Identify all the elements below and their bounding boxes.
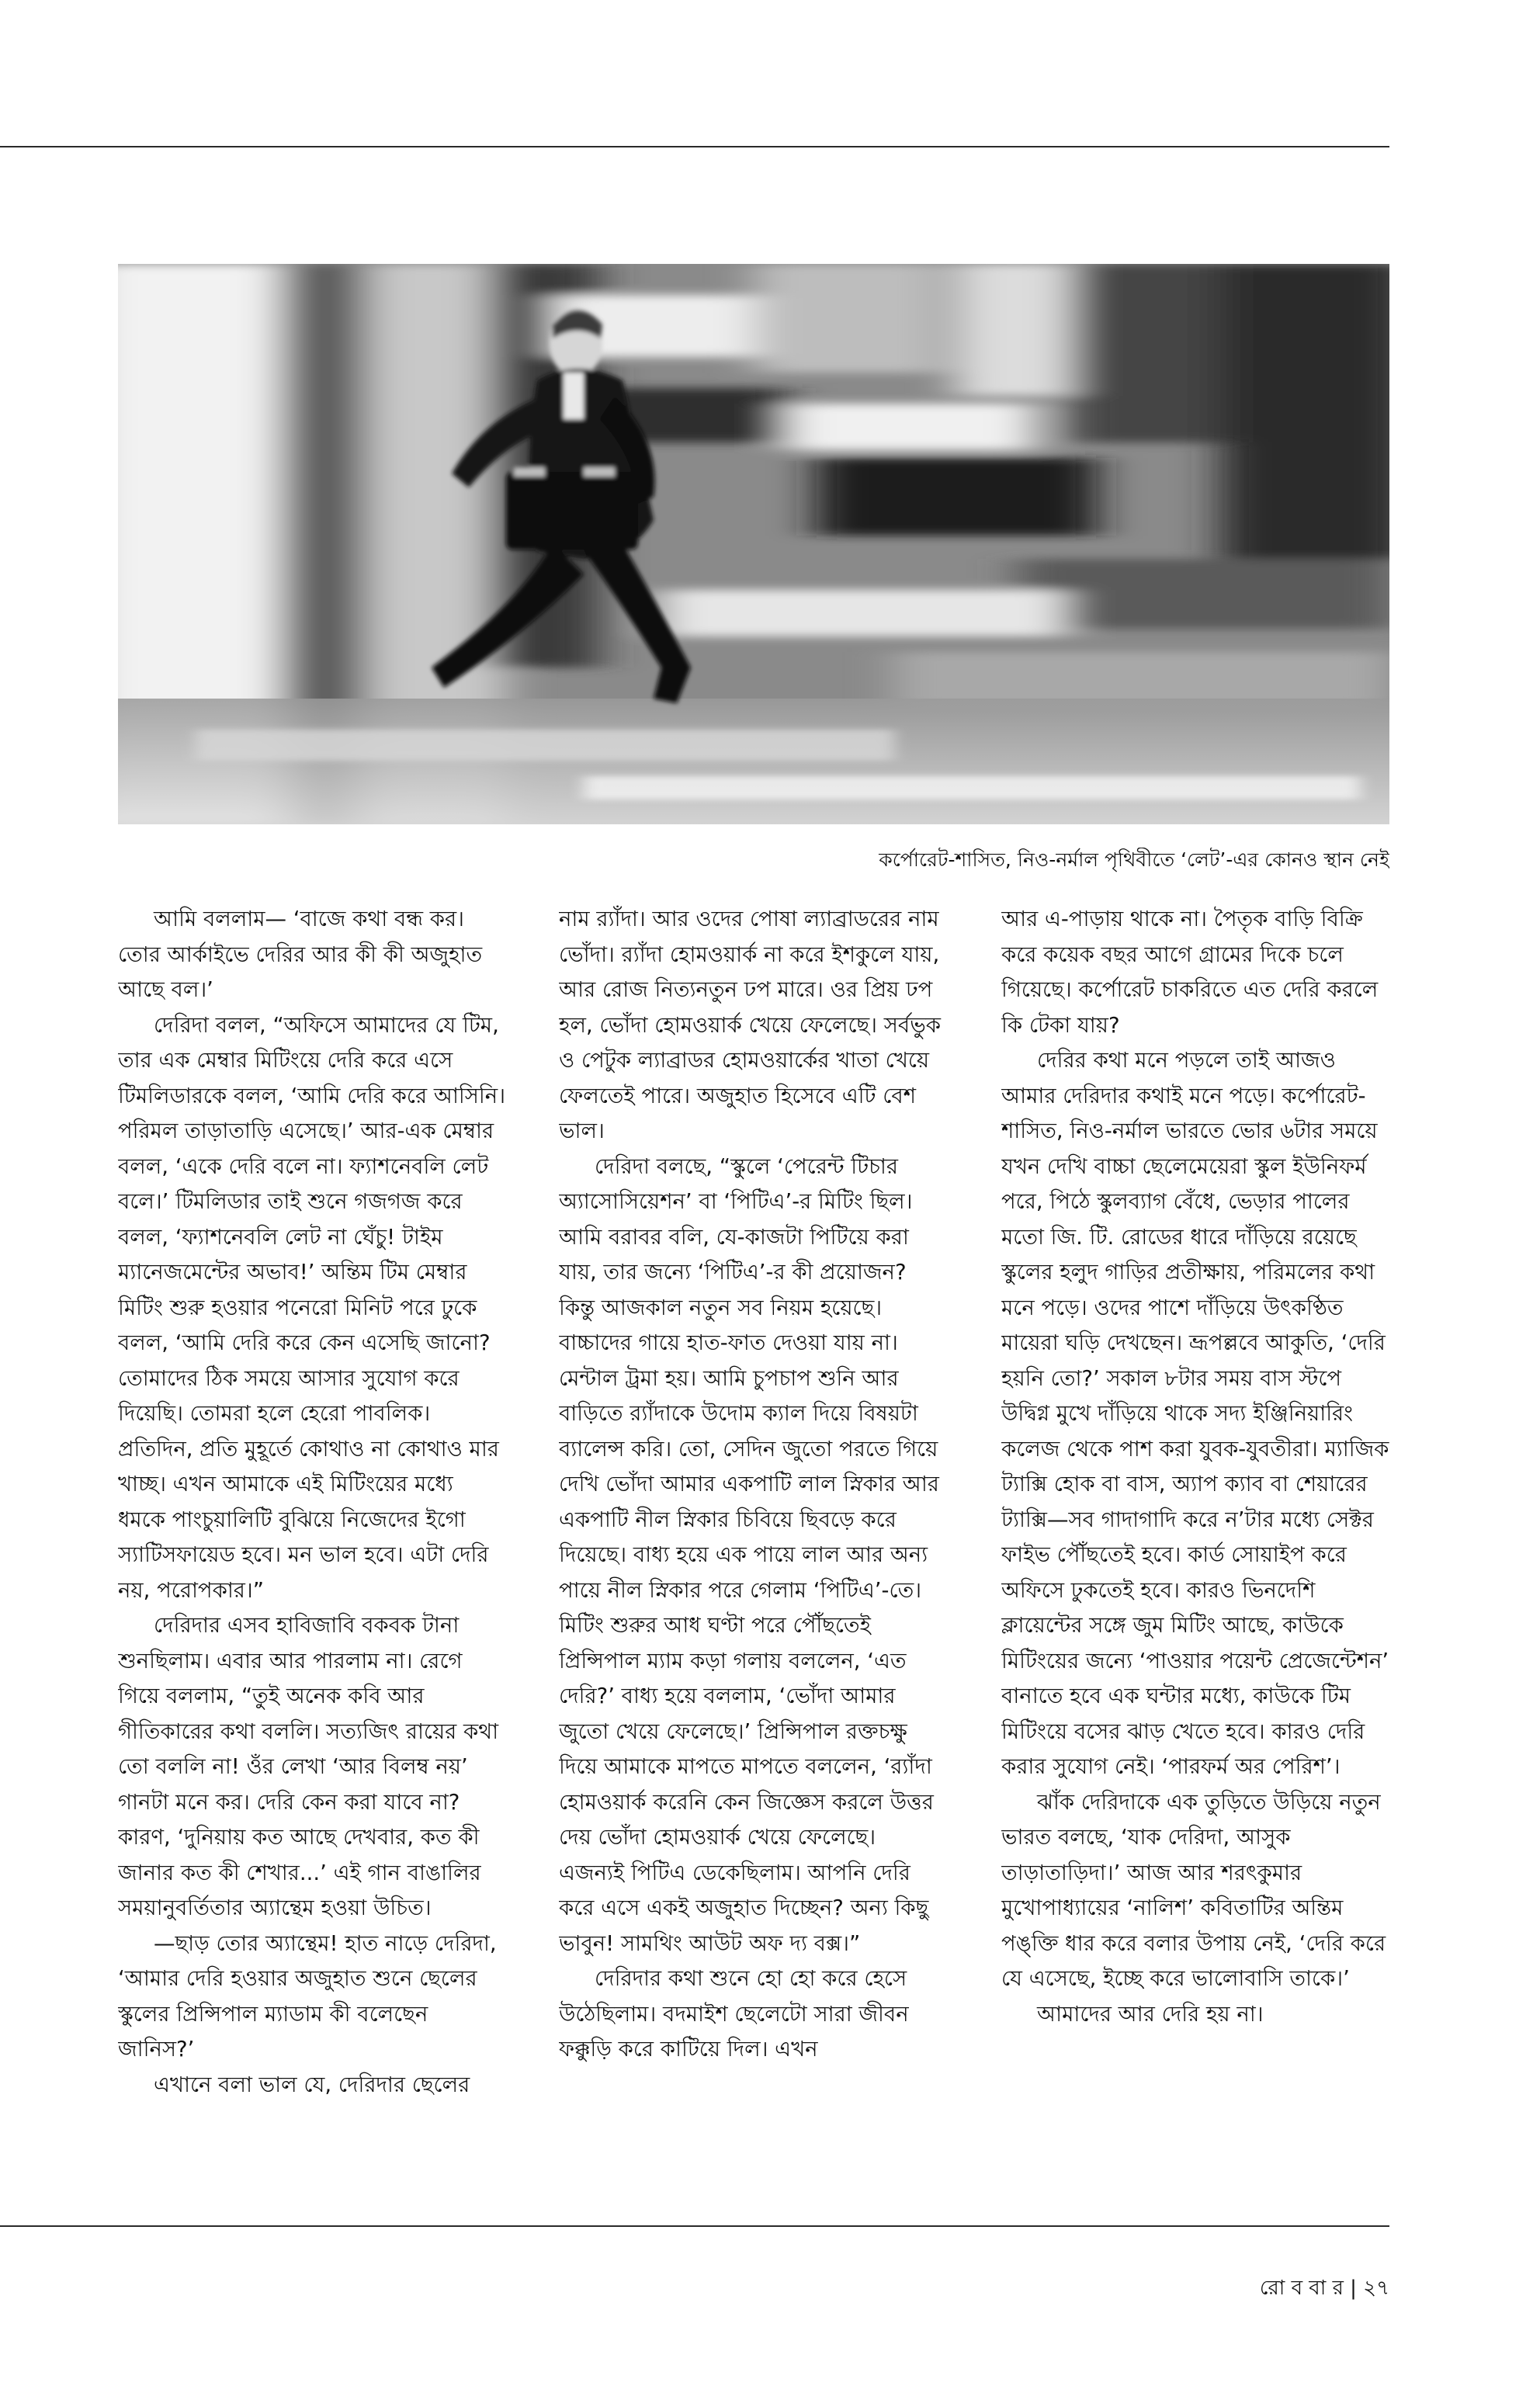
paragraph: ঝাঁক দেরিদাকে এক তুড়িতে উড়িয়ে নতুন ভারত বলছে, ‘যাক দেরিদা, আসুক তাড়াতাড়িদা।’ আজ আর শরৎকুমার মুখোপাধ্যায়ের ‘নালিশ’ কবিতাটির অন্তিম পঙ্‌ক্তি ধার করে বলার উপায় নেই, ‘দেরি করে যে এসেছে, ইচ্ছে করে ভালোবাসি তাকে।’	[1001, 1789, 1386, 1991]
photo-caption: কর্পোরেট-শাসিত, নিও-নর্মাল পৃথিবীতে ‘লেট’-এর কোনও স্থান নেই	[879, 848, 1389, 871]
paragraph: আমাদের আর দেরি হয় না।	[1037, 2001, 1264, 2027]
running-businessman-photo	[118, 264, 1389, 824]
paragraph: দেরিদা বলছে, “স্কুলে ‘পেরেন্ট টিচার অ্যাসোসিয়েশন’ বা ‘পিটিএ’-র মিটিং ছিল। আমি বরাবর বলি, যে-কাজটা পিটিয়ে করা যায়, তার জন্যে ‘পিটিএ’-র কী প্রয়োজন? কিন্তু আজকাল নতুন সব নিয়ম হয়েছে। বাচ্চাদের গায়ে হাত-ফাত দেওয়া যায় না। মেন্টাল ট্রমা হয়। আমি চুপচাপ শুনি আর বাড়িতে র‍্যাঁদাকে উদোম ক্যাল দিয়ে বিষয়টা ব্যালেন্স করি। তো, সেদিন জুতো পরতে গিয়ে দেখি ভোঁদা আমার একপাটি লাল স্নিকার আর একপাটি নীল স্নিকার চিবিয়ে ছিবড়ে করে দিয়েছে। বাধ্য হয়ে এক পায়ে লাল আর অন্য পায়ে নীল স্নিকার পরে গেলাম ‘পিটিএ’-তে। মিটিং শুরুর আধ ঘণ্টা পরে পৌঁছতেই প্রিন্সিপাল ম্যাম কড়া গলায় বললেন, ‘এত দেরি?’ বাধ্য হয়ে বললাম, ‘ভোঁদা আমার জুতো খেয়ে ফেলেছে।’ প্রিন্সিপাল রক্তচক্ষু দিয়ে আমাকে মাপতে মাপতে বললেন, ‘র‍্যাঁদা হোমওয়ার্ক করেনি কেন জিজ্ঞেস করলে উত্তর দেয় ভোঁদা হোমওয়ার্ক খেয়ে ফেলেছে। এজন্যই পিটিএ ডেকেছিলাম। আপনি দেরি করে এসে একই অজুহাত দিচ্ছেন? অন্য কিছু ভাবুন! সামথিং আউট অফ দ্য বক্স।”	[559, 1153, 939, 1956]
paragraph: আর এ-পাড়ায় থাকে না। পৈতৃক বাড়ি বিক্রি করে কয়েক বছর আগে গ্রামের দিকে চলে গিয়েছে। কর্পোরেট চাকরিতে এত দেরি করলে কি টেকা যায়?	[1001, 907, 1379, 1038]
paragraph: নাম র‍্যাঁদা। আর ওদের পোষা ল্যাব্রাডরের নাম ভোঁদা। র‍্যাঁদা হোমওয়ার্ক না করে ইশকুলে যায়, আর রোজ নিত্যনতুন ঢপ মারে। ওর প্রিয় ঢপ হল, ভোঁদা হোমওয়ার্ক খেয়ে ফেলেছে। সর্বভুক ও পেটুক ল্যাব্রাডর হোমওয়ার্কের খাতা খেয়ে ফেলতেই পারে। অজুহাত হিসেবে এটি বেশ ভাল।	[559, 907, 941, 1143]
paragraph: দেরিদার কথা শুনে হো হো করে হেসে উঠেছিলাম। বদমাইশ ছেলেটো সারা জীবন ফক্কুড়ি করে কাটিয়ে দিল। এখন	[559, 1966, 909, 2062]
column-2	[559, 902, 947, 2203]
paragraph: দেরিদা বলল, “অফিসে আমাদের যে টিম, তার এক মেম্বার মিটিংয়ে দেরি করে এসে টিমলিডারকে বলল, ‘আমি দেরি করে আসিনি। পরিমল তাড়াতাড়ি এসেছে।’ আর-এক মেম্বার বলল, ‘একে দেরি বলে না। ফ্যাশনেবলি লেট বলে।’ টিমলিডার তাই শুনে গজগজ করে বলল, ‘ফ্যাশনেবলি লেট না ঘেঁচু! টাইম ম্যানেজমেন্টের অভাব!’ অন্তিম টিম মেম্বার মিটিং শুরু হওয়ার পনেরো মিনিট পরে ঢুকে বলল, ‘আমি দেরি করে কেন এসেছি জানো? তোমাদের ঠিক সময়ে আসার সুযোগ করে দিয়েছি। তোমরা হলে হেরো পাবলিক। প্রতিদিন, প্রতি মুহূর্তে কোথাও না কোথাও মার খাচ্ছ। এখন আমাকে এই মিটিংয়ের মধ্যে ধমকে পাংচুয়ালিটি বুঝিয়ে নিজেদের ইগো স্যাটিসফায়েড হবে। মন ভাল হবে। এটা দেরি নয়, পরোপকার।”	[118, 1012, 506, 1603]
column-3	[1001, 902, 1389, 2203]
article-photo	[118, 264, 1389, 824]
paragraph: —ছাড় তোর অ্যান্থেম! হাত নাড়ে দেরিদা, ‘আমার দেরি হওয়ার অজুহাত শুনে ছেলের স্কুলের প্রিন্সিপাল ম্যাডাম কী বলেছেন জানিস?’	[118, 1930, 497, 2062]
top-rule	[0, 146, 1389, 147]
paragraph: এখানে বলা ভাল যে, দেরিদার ছেলের	[154, 2072, 470, 2097]
page-folio: রো ব বা র | ২৭	[1259, 2277, 1389, 2300]
article-body	[118, 902, 1389, 2203]
bottom-rule	[0, 2225, 1389, 2227]
paragraph: আমি বললাম— ‘বাজে কথা বন্ধ কর। তোর আর্কাইভে দেরির আর কী কী অজুহাত আছে বল।’	[118, 907, 483, 1002]
column-1	[118, 902, 506, 2203]
paragraph: দেরির কথা মনে পড়লে তাই আজও আমার দেরিদার কথাই মনে পড়ে। কর্পোরেট-শাসিত, নিও-নর্মাল ভারতে ভোর ৬টার সময়ে যখন দেখি বাচ্চা ছেলেমেয়েরা স্কুল ইউনিফর্ম পরে, পিঠে স্কুলব্যাগ বেঁধে, ভেড়ার পালের মতো জি. টি. রোডের ধারে দাঁড়িয়ে রয়েছে স্কুলের হলুদ গাড়ির প্রতীক্ষায়, পরিমলের কথা মনে পড়ে। ওদের পাশে দাঁড়িয়ে উৎকণ্ঠিত মায়েরা ঘড়ি দেখছেন। ভ্রূপল্লবে আকুতি, ‘দেরি হয়নি তো?’ সকাল ৮টার সময় বাস স্টপে উদ্বিগ্ন মুখে দাঁড়িয়ে থাকে সদ্য ইঞ্জিনিয়ারিং কলেজ থেকে পাশ করা যুবক-যুবতীরা। ম্যাজিক ট্যাক্সি হোক বা বাস, অ্যাপ ক্যাব বা শেয়ারের ট্যাক্সি—সব গাদাগাদি করে ন’টার মধ্যে সেক্টর ফাইভ পৌঁছতেই হবে। কার্ড সোয়াইপ করে অফিসে ঢুকতেই হবে। কারও ভিনদেশি ক্লায়েন্টের সঙ্গে জুম মিটিং আছে, কাউকে মিটিংয়ের জন্যে ‘পাওয়ার পয়েন্ট প্রেজেন্টেশন’ বানাতে হবে এক ঘন্টার মধ্যে, কাউকে টিম মিটিংয়ে বসের ঝাড় খেতে হবে। কারও দেরি করার সুযোগ নেই। ‘পারফর্ম অর পেরিশ’।	[1001, 1048, 1389, 1779]
paragraph: দেরিদার এসব হাবিজাবি বকবক টানা শুনছিলাম। এবার আর পারলাম না। রেগে গিয়ে বললাম, “তুই অনেক কবি আর গীতিকারের কথা বললি। সত্যজিৎ রায়ের কথা তো বললি না! ওঁর লেখা ‘আর বিলম্ব নয়’ গানটা মনে কর। দেরি কেন করা যাবে না? কারণ, ‘দুনিয়ায় কত আছে দেখবার, কত কী জানার কত কী শেখার...’ এই গান বাঙালির সময়ানুবর্তিতার অ্যান্থেম হওয়া উচিত।	[118, 1613, 499, 1920]
